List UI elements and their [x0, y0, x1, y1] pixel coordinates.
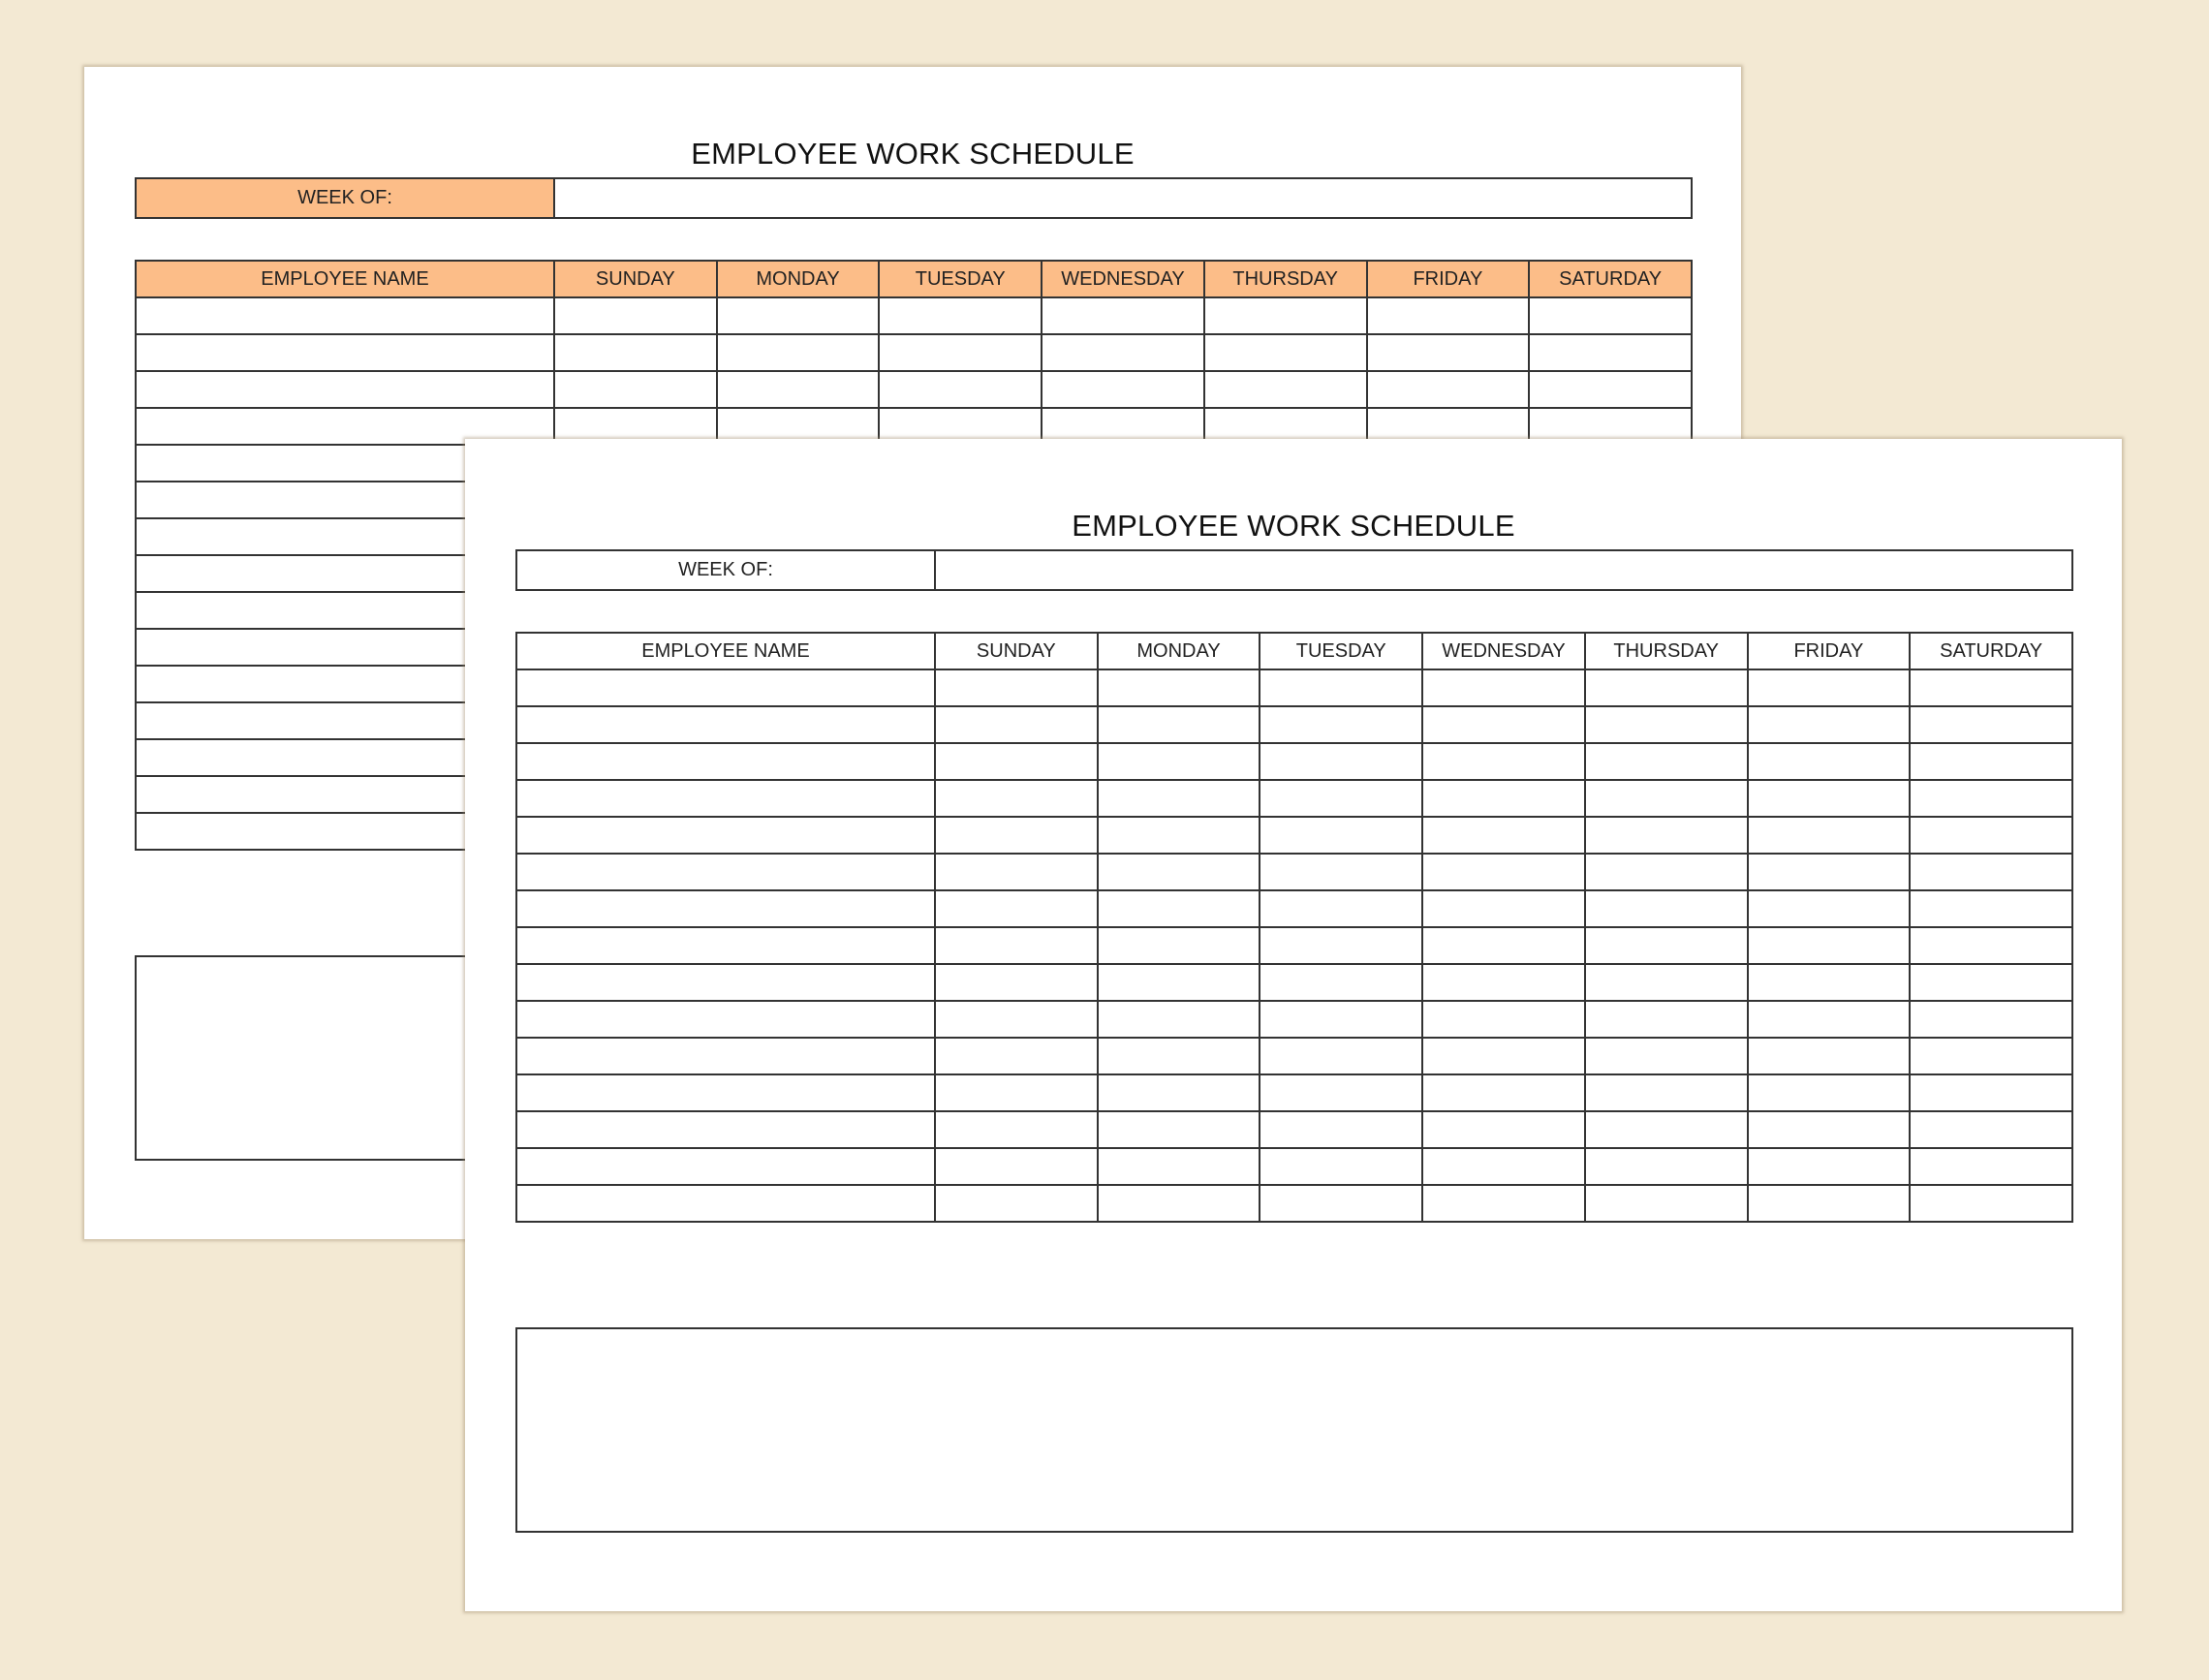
employee-name-cell[interactable] — [516, 706, 935, 743]
shift-cell-monday[interactable] — [1098, 1001, 1260, 1038]
shift-cell-monday[interactable] — [1098, 706, 1260, 743]
table-row — [516, 743, 2072, 780]
employee-name-cell[interactable] — [516, 1185, 935, 1222]
shift-cell-wednesday[interactable] — [1422, 964, 1585, 1001]
shift-cell-monday[interactable] — [1098, 964, 1260, 1001]
column-header-wednesday: WEDNESDAY — [1042, 261, 1204, 297]
table-row — [516, 1074, 2072, 1111]
shift-cell-wednesday[interactable] — [1422, 780, 1585, 817]
shift-cell-friday[interactable] — [1748, 927, 1911, 964]
shift-cell-saturday[interactable] — [1910, 1074, 2072, 1111]
shift-cell-sunday[interactable] — [935, 1074, 1098, 1111]
shift-cell-tuesday[interactable] — [1260, 1148, 1422, 1185]
shift-cell-saturday[interactable] — [1529, 297, 1692, 334]
shift-cell-monday[interactable] — [1098, 890, 1260, 927]
employee-name-cell[interactable] — [516, 927, 935, 964]
column-header-thursday: THURSDAY — [1204, 261, 1367, 297]
shift-cell-friday[interactable] — [1748, 669, 1911, 706]
table-row — [136, 371, 1692, 408]
shift-cell-thursday[interactable] — [1585, 927, 1748, 964]
employee-name-cell[interactable] — [516, 964, 935, 1001]
shift-cell-monday[interactable] — [1098, 1038, 1260, 1074]
shift-cell-tuesday[interactable] — [1260, 1111, 1422, 1148]
column-header-saturday: SATURDAY — [1529, 261, 1692, 297]
shift-cell-saturday[interactable] — [1529, 371, 1692, 408]
shift-cell-thursday[interactable] — [1585, 780, 1748, 817]
table-row — [516, 854, 2072, 890]
schedule-table — [515, 632, 2073, 1223]
shift-cell-friday[interactable] — [1748, 1148, 1911, 1185]
shift-cell-friday[interactable] — [1748, 780, 1911, 817]
shift-cell-thursday[interactable] — [1585, 890, 1748, 927]
shift-cell-thursday[interactable] — [1204, 334, 1367, 371]
column-header-saturday: SATURDAY — [1910, 633, 2072, 669]
week-of-label: WEEK OF: — [517, 551, 936, 589]
shift-cell-wednesday[interactable] — [1042, 334, 1204, 371]
column-header-sunday: SUNDAY — [935, 633, 1098, 669]
table-row — [516, 1001, 2072, 1038]
shift-cell-sunday[interactable] — [935, 743, 1098, 780]
shift-cell-monday[interactable] — [1098, 669, 1260, 706]
shift-cell-tuesday[interactable] — [1260, 706, 1422, 743]
employee-name-cell[interactable] — [516, 1074, 935, 1111]
column-header-friday: FRIDAY — [1748, 633, 1911, 669]
schedule-header — [516, 633, 2072, 669]
week-of-row — [515, 549, 2073, 591]
shift-cell-tuesday[interactable] — [879, 334, 1042, 371]
shift-cell-sunday[interactable] — [554, 371, 717, 408]
table-row — [516, 964, 2072, 1001]
column-header-friday: FRIDAY — [1367, 261, 1530, 297]
header-row — [516, 633, 2072, 669]
table-row — [516, 1038, 2072, 1074]
shift-cell-saturday[interactable] — [1910, 964, 2072, 1001]
shift-cell-tuesday[interactable] — [1260, 1038, 1422, 1074]
shift-cell-tuesday[interactable] — [879, 297, 1042, 334]
column-header-sunday: SUNDAY — [554, 261, 717, 297]
shift-cell-friday[interactable] — [1748, 817, 1911, 854]
table-row — [516, 817, 2072, 854]
shift-cell-tuesday[interactable] — [1260, 743, 1422, 780]
shift-cell-tuesday[interactable] — [1260, 817, 1422, 854]
column-header-employee-name: EMPLOYEE NAME — [516, 633, 935, 669]
employee-name-cell[interactable] — [516, 1001, 935, 1038]
week-of-field[interactable] — [936, 551, 2071, 589]
shift-cell-friday[interactable] — [1748, 706, 1911, 743]
shift-cell-wednesday[interactable] — [1422, 1185, 1585, 1222]
shift-cell-tuesday[interactable] — [1260, 890, 1422, 927]
schedule-sheet-front — [465, 439, 2122, 1611]
shift-cell-friday[interactable] — [1748, 890, 1911, 927]
shift-cell-friday[interactable] — [1748, 1001, 1911, 1038]
employee-name-cell[interactable] — [136, 371, 554, 408]
shift-cell-saturday[interactable] — [1910, 817, 2072, 854]
table-row — [516, 890, 2072, 927]
shift-cell-monday[interactable] — [1098, 854, 1260, 890]
shift-cell-wednesday[interactable] — [1422, 743, 1585, 780]
shift-cell-thursday[interactable] — [1585, 964, 1748, 1001]
shift-cell-thursday[interactable] — [1585, 669, 1748, 706]
table-row — [516, 1185, 2072, 1222]
shift-cell-saturday[interactable] — [1910, 854, 2072, 890]
sheet-title: EMPLOYEE WORK SCHEDULE — [691, 137, 1135, 171]
shift-cell-wednesday[interactable] — [1422, 890, 1585, 927]
employee-name-cell[interactable] — [516, 1111, 935, 1148]
week-of-label: WEEK OF: — [137, 179, 555, 217]
shift-cell-sunday[interactable] — [935, 669, 1098, 706]
shift-cell-saturday[interactable] — [1910, 890, 2072, 927]
shift-cell-tuesday[interactable] — [1260, 780, 1422, 817]
table-row — [516, 669, 2072, 706]
shift-cell-tuesday[interactable] — [1260, 927, 1422, 964]
shift-cell-wednesday[interactable] — [1422, 1148, 1585, 1185]
shift-cell-sunday[interactable] — [935, 1111, 1098, 1148]
shift-cell-thursday[interactable] — [1585, 1074, 1748, 1111]
shift-cell-sunday[interactable] — [935, 1185, 1098, 1222]
column-header-monday: MONDAY — [1098, 633, 1260, 669]
column-header-employee-name: EMPLOYEE NAME — [136, 261, 554, 297]
shift-cell-monday[interactable] — [717, 297, 880, 334]
shift-cell-tuesday[interactable] — [1260, 669, 1422, 706]
shift-cell-sunday[interactable] — [554, 297, 717, 334]
week-of-field[interactable] — [555, 179, 1691, 217]
shift-cell-sunday[interactable] — [935, 964, 1098, 1001]
employee-name-cell[interactable] — [516, 817, 935, 854]
shift-cell-monday[interactable] — [1098, 927, 1260, 964]
shift-cell-thursday[interactable] — [1585, 743, 1748, 780]
shift-cell-thursday[interactable] — [1204, 371, 1367, 408]
shift-cell-monday[interactable] — [1098, 1185, 1260, 1222]
shift-cell-friday[interactable] — [1367, 371, 1530, 408]
shift-cell-monday[interactable] — [1098, 1074, 1260, 1111]
shift-cell-saturday[interactable] — [1910, 669, 2072, 706]
shift-cell-friday[interactable] — [1748, 964, 1911, 1001]
shift-cell-sunday[interactable] — [935, 706, 1098, 743]
notes-box[interactable] — [515, 1327, 2073, 1533]
shift-cell-monday[interactable] — [1098, 743, 1260, 780]
shift-cell-saturday[interactable] — [1910, 927, 2072, 964]
shift-cell-monday[interactable] — [1098, 1148, 1260, 1185]
column-header-monday: MONDAY — [717, 261, 880, 297]
employee-name-cell[interactable] — [516, 1038, 935, 1074]
shift-cell-wednesday[interactable] — [1422, 1074, 1585, 1111]
shift-cell-wednesday[interactable] — [1422, 669, 1585, 706]
shift-cell-sunday[interactable] — [935, 854, 1098, 890]
shift-cell-thursday[interactable] — [1585, 1001, 1748, 1038]
employee-name-cell[interactable] — [516, 780, 935, 817]
shift-cell-thursday[interactable] — [1585, 1111, 1748, 1148]
shift-cell-saturday[interactable] — [1910, 1185, 2072, 1222]
employee-name-cell[interactable] — [136, 334, 554, 371]
shift-cell-sunday[interactable] — [935, 780, 1098, 817]
schedule-body — [516, 669, 2072, 1222]
shift-cell-friday[interactable] — [1748, 1074, 1911, 1111]
employee-name-cell[interactable] — [516, 743, 935, 780]
shift-cell-saturday[interactable] — [1910, 1001, 2072, 1038]
shift-cell-sunday[interactable] — [935, 1001, 1098, 1038]
shift-cell-sunday[interactable] — [935, 1038, 1098, 1074]
shift-cell-thursday[interactable] — [1585, 1148, 1748, 1185]
employee-name-cell[interactable] — [136, 297, 554, 334]
shift-cell-saturday[interactable] — [1910, 706, 2072, 743]
shift-cell-thursday[interactable] — [1585, 854, 1748, 890]
shift-cell-saturday[interactable] — [1910, 1148, 2072, 1185]
shift-cell-tuesday[interactable] — [1260, 854, 1422, 890]
shift-cell-sunday[interactable] — [935, 817, 1098, 854]
shift-cell-wednesday[interactable] — [1042, 297, 1204, 334]
employee-name-cell[interactable] — [516, 890, 935, 927]
shift-cell-tuesday[interactable] — [1260, 1185, 1422, 1222]
shift-cell-wednesday[interactable] — [1422, 1111, 1585, 1148]
shift-cell-tuesday[interactable] — [1260, 964, 1422, 1001]
shift-cell-tuesday[interactable] — [1260, 1074, 1422, 1111]
shift-cell-friday[interactable] — [1748, 743, 1911, 780]
table-row — [136, 334, 1692, 371]
shift-cell-wednesday[interactable] — [1422, 706, 1585, 743]
table-row — [516, 1148, 2072, 1185]
column-header-tuesday: TUESDAY — [879, 261, 1042, 297]
shift-cell-wednesday[interactable] — [1422, 817, 1585, 854]
header-row — [136, 261, 1692, 297]
shift-cell-monday[interactable] — [1098, 780, 1260, 817]
shift-cell-thursday[interactable] — [1585, 1038, 1748, 1074]
table-row — [516, 1111, 2072, 1148]
shift-cell-tuesday[interactable] — [1260, 1001, 1422, 1038]
shift-cell-tuesday[interactable] — [879, 371, 1042, 408]
shift-cell-friday[interactable] — [1367, 297, 1530, 334]
schedule-header — [136, 261, 1692, 297]
shift-cell-saturday[interactable] — [1529, 334, 1692, 371]
shift-cell-wednesday[interactable] — [1422, 1038, 1585, 1074]
table-row — [516, 780, 2072, 817]
shift-cell-saturday[interactable] — [1910, 1111, 2072, 1148]
employee-name-cell[interactable] — [516, 854, 935, 890]
shift-cell-thursday[interactable] — [1204, 297, 1367, 334]
column-header-thursday: THURSDAY — [1585, 633, 1748, 669]
employee-name-cell[interactable] — [516, 1148, 935, 1185]
shift-cell-wednesday[interactable] — [1422, 1001, 1585, 1038]
week-of-row — [135, 177, 1693, 219]
shift-cell-monday[interactable] — [717, 334, 880, 371]
shift-cell-saturday[interactable] — [1910, 743, 2072, 780]
shift-cell-wednesday[interactable] — [1422, 927, 1585, 964]
shift-cell-monday[interactable] — [1098, 817, 1260, 854]
shift-cell-monday[interactable] — [717, 371, 880, 408]
shift-cell-friday[interactable] — [1748, 1111, 1911, 1148]
shift-cell-sunday[interactable] — [554, 334, 717, 371]
shift-cell-wednesday[interactable] — [1422, 854, 1585, 890]
column-header-wednesday: WEDNESDAY — [1422, 633, 1585, 669]
table-row — [516, 706, 2072, 743]
shift-cell-saturday[interactable] — [1910, 780, 2072, 817]
shift-cell-friday[interactable] — [1748, 1185, 1911, 1222]
shift-cell-thursday[interactable] — [1585, 706, 1748, 743]
shift-cell-thursday[interactable] — [1585, 1185, 1748, 1222]
shift-cell-wednesday[interactable] — [1042, 371, 1204, 408]
shift-cell-thursday[interactable] — [1585, 817, 1748, 854]
employee-name-cell[interactable] — [516, 669, 935, 706]
column-header-tuesday: TUESDAY — [1260, 633, 1422, 669]
shift-cell-friday[interactable] — [1367, 334, 1530, 371]
shift-cell-sunday[interactable] — [935, 927, 1098, 964]
shift-cell-sunday[interactable] — [935, 1148, 1098, 1185]
shift-cell-friday[interactable] — [1748, 1038, 1911, 1074]
shift-cell-monday[interactable] — [1098, 1111, 1260, 1148]
table-row — [516, 927, 2072, 964]
table-row — [136, 297, 1692, 334]
sheet-title: EMPLOYEE WORK SCHEDULE — [1072, 509, 1515, 543]
shift-cell-friday[interactable] — [1748, 854, 1911, 890]
shift-cell-saturday[interactable] — [1910, 1038, 2072, 1074]
shift-cell-sunday[interactable] — [935, 890, 1098, 927]
